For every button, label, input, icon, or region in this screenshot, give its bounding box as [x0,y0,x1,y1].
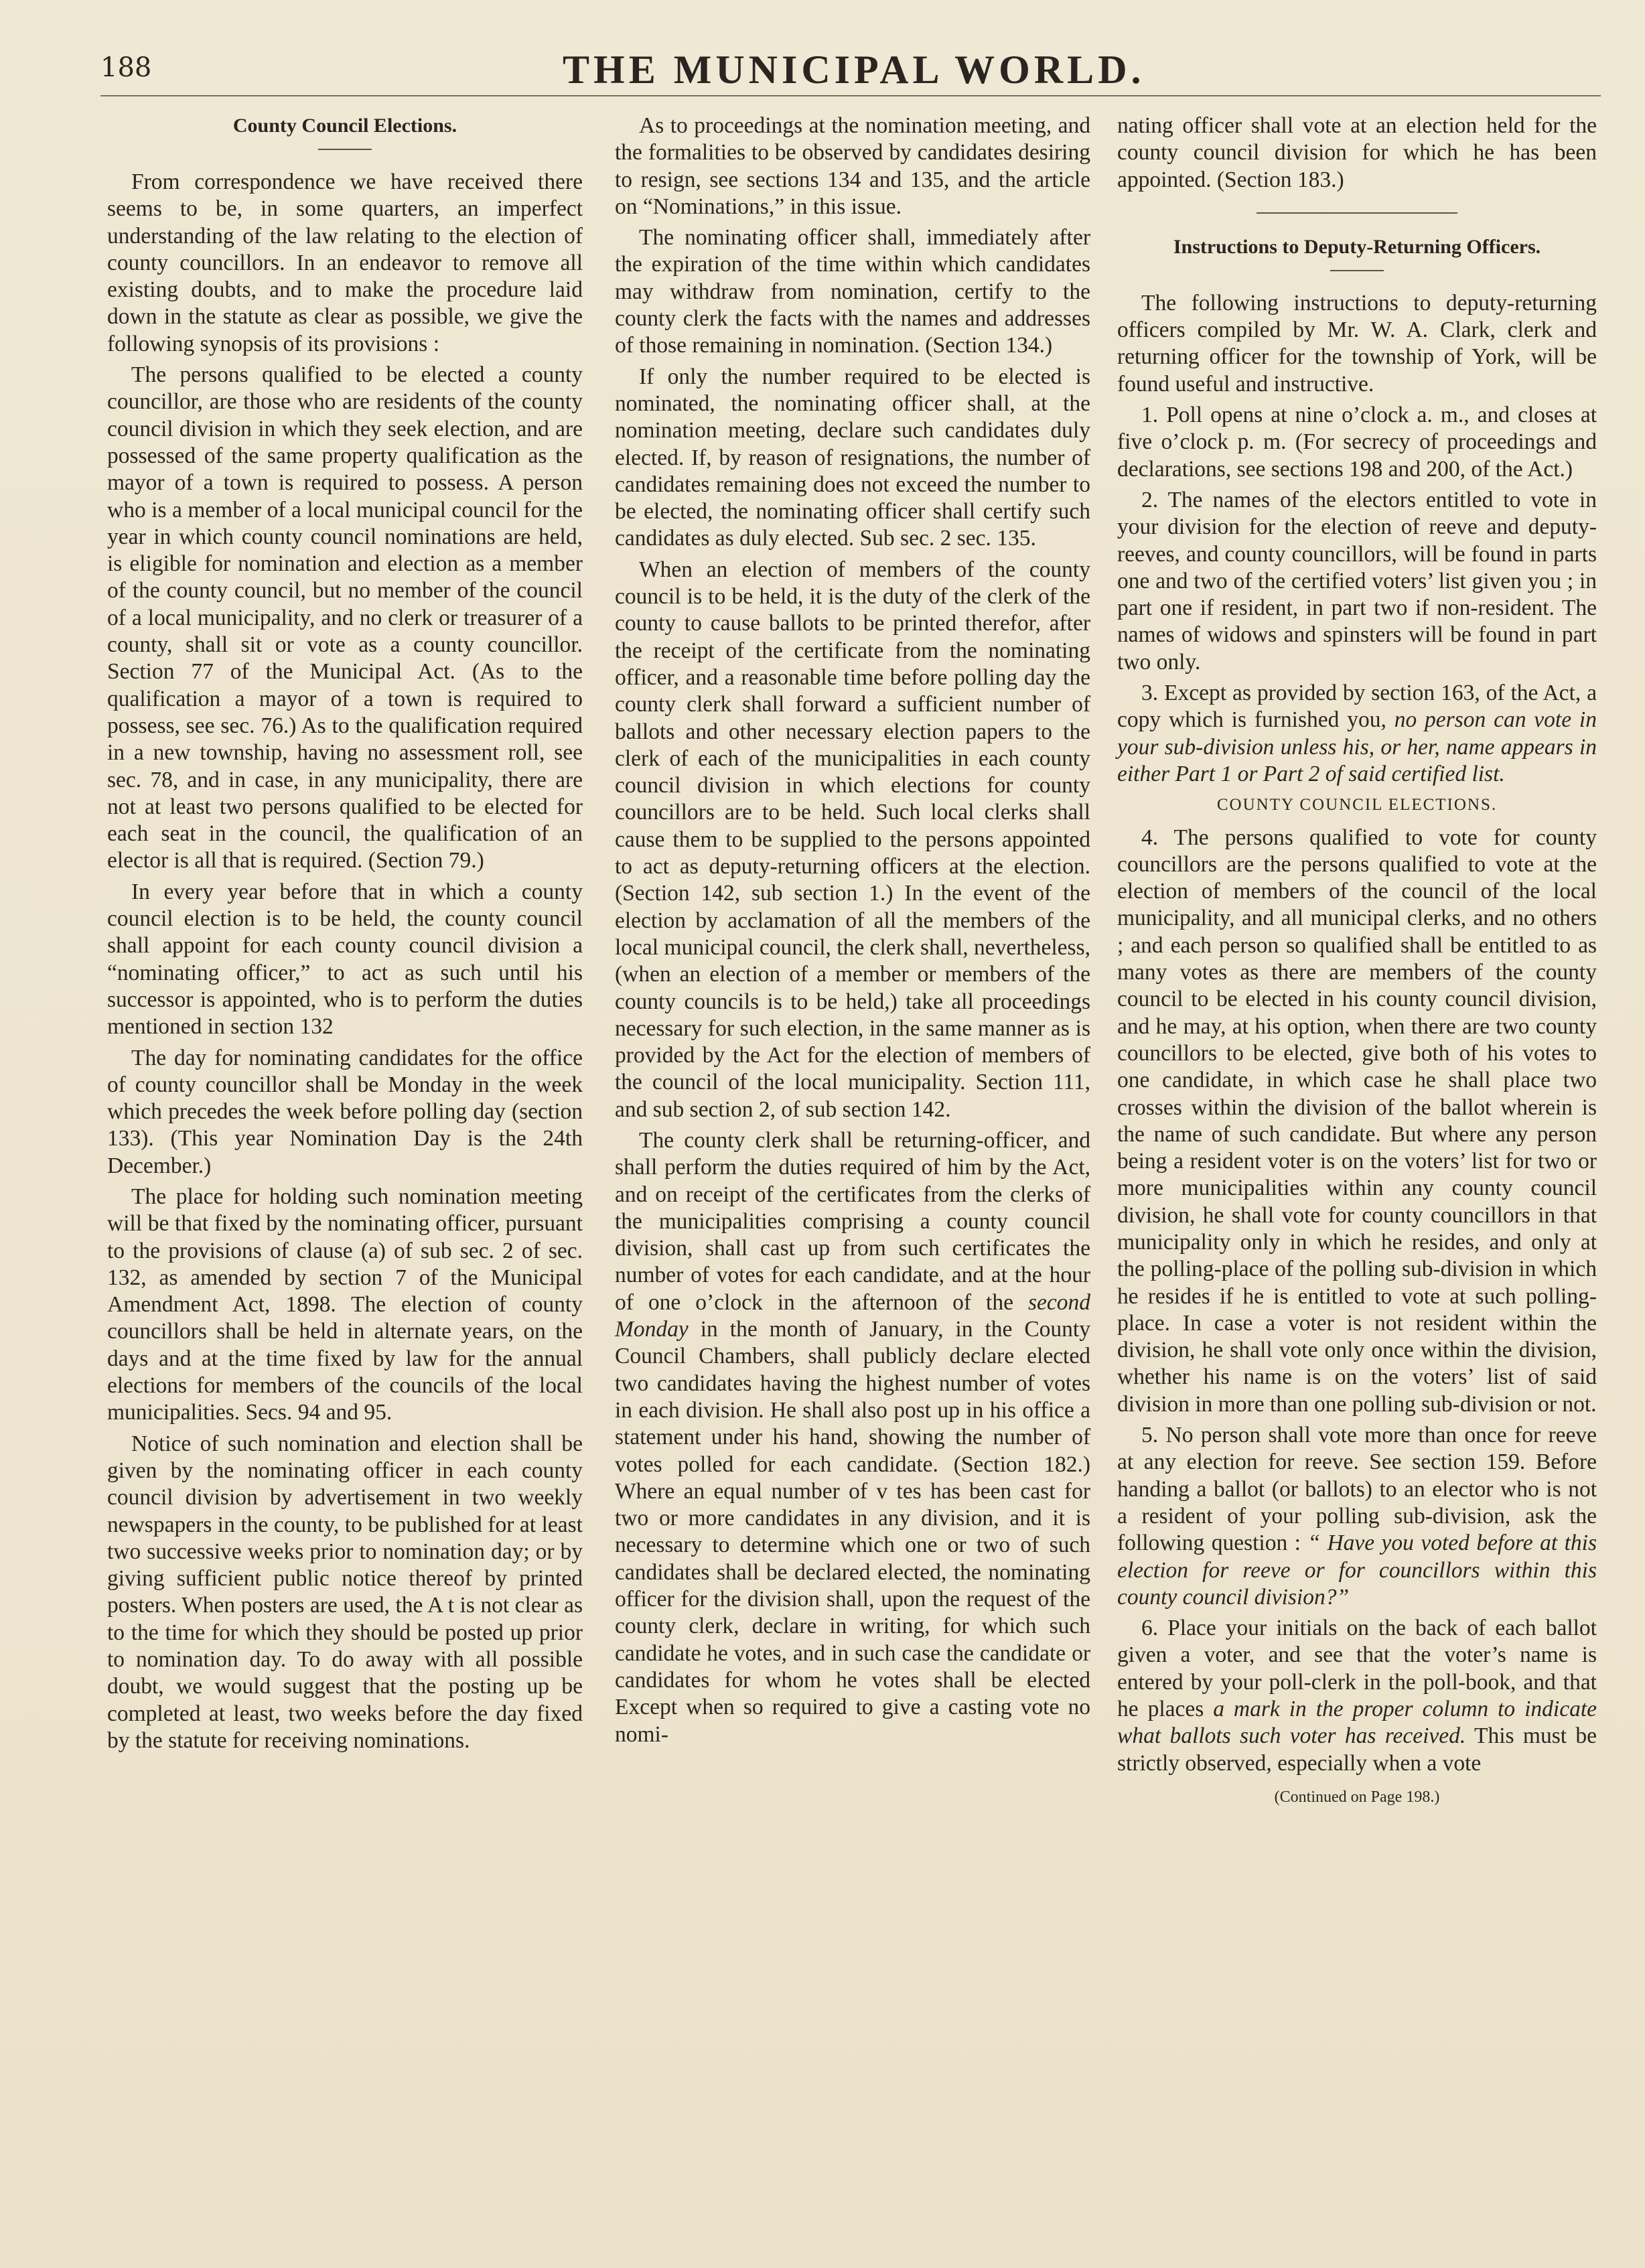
page-header [100,47,1601,94]
paragraph: From correspondence we have received there seems to be, in some quarters, an imperfect understanding of the law relating to the election of county councillors. In an endeavor to remove all existing doubts, and to make the procedure laid down in the statute as clear as possible, we give the following synopsis of its provisions : [107,169,583,356]
emphasis-text: a mark in the proper column to indicate what ballots such voter has received. [1117,1697,1597,1749]
subheading-county-council-elections: COUNTY COUNCIL ELECTIONS. [1216,796,1498,814]
paragraph-text: The county clerk shall be returning-officer, and shall perform the duties required of him by the Act, and on receipt of the certificates from the clerks of the municipalities comprising a county council division, shall cast up from such certificates the number of votes for each candidate, and at the hour of one o’clock in the afternoon of the [615,1127,1090,1315]
page-number: 188 [100,52,152,83]
paragraph-text: This must be strictly observed, especially when a vote [1117,1723,1597,1776]
continued-note: (Continued on Page 198.) [1274,1788,1440,1806]
emphasis-text: “ Have you voted before at this election for reeve or for councillors within this county council division?” [1117,1531,1597,1610]
paragraph: nating officer shall vote at an election held for the county council division for which he has been appointed. (Section 183.) [1117,113,1597,192]
article-title-county-council-elections: County Council Elections. [232,115,457,137]
paragraph: As to proceedings at the nomination meeting, and the formalities to be observed by candidates desiring to resign, see sections 134 and 135, and the article on “Nominations,” in this issue. [615,113,1090,219]
paragraph-text: 6. Place your initials on the back of each ballot given a voter, and see that the voter’s name is entered by your poll-clerk in the poll-book, and that he places [1117,1616,1597,1722]
paragraph [1117,1615,1597,1777]
column-2 [615,113,1090,1752]
paragraph: The day for nominating candidates for the office of county councillor shall be Monday in the week which precedes the week before polling day (section 133). (This year Nomination Day is the 24th December.) [107,1045,583,1178]
paragraph: The nominating officer shall, immediately after the expiration of the time within which candidates may withdraw from nomination, certify to the county clerk the facts with the names and addresses of those remaining in nomination. (Section 134.) [615,225,1090,358]
emphasis-text: second Monday [615,1289,1090,1342]
paragraph: When an election of members of the county council is to be held, it is the duty of the clerk of the county to cause ballots to be printed therefor, after the receipt of the certificate from the nominating officer, and a reasonable time before polling day the county clerk shall forward a sufficient number of ballots and other necessary election papers to the clerk of each of the municipalities in each county council division in which elections for county councillors are to be held. Such local clerks shall cause them to be supplied to the persons appointed to act as deputy-returning officers at the election. (Section 142, sub section 1.) In the event of the election by acclamation of all the members of the local municipal council, the clerk shall, nevertheless, (when an election of a member or members of the county councils is to be held,) take all proceedings necessary for such election, in the same manner as is provided by the Act for the election of members of the council of the local municipality. Section 111, and sub section 2, of sub section 142. [615,557,1090,1122]
article-title-instructions: Instructions to Deputy-Returning Officers. [1173,235,1541,258]
emphasis-text: no person can vote in your sub-division unless his, or her, name appears in either Part 1 or Part 2 of said certified list. [1117,707,1597,786]
paragraph: The persons qualified to be elected a county councillor, are those who are residents of the county council division in which they seek election, and are possessed of the same property qualification as the mayor of a town is required to possess. A person who is a member of a local municipal council for the year in which county council nominations are held, is eligible for nomination and election as a member of the county council, but no member of the council of a local municipality, and no clerk or treasurer of a county, shall sit or vote as a county councillor. Section 77 of the Municipal Act. (As to the qualification a mayor of a town is required to possess, see sec. 76.) As to the qualification required in a new township, having no assessment roll, see sec. 78, and in case, in any municipality, there are not at least two persons qualified to be elected for each seat in the council, the qualification of an elector is all that is required. (Section 79.) [107,362,583,873]
paragraph-text: 5. No person shall vote more than once for reeve at any election for reeve. See section 159. Before handing a ballot (or ballots) to an elector who is not a resident of your polling sub-division, ask the following question : [1117,1423,1597,1556]
paragraph: If only the number required to be elected is nominated, the nominating officer shall, at the nomination meeting, declare such candidates duly elected. If, by reason of resignations, the number of candidates remaining does not exceed the number to be elected, the nominating officer shall certify such candidates as duly elected. Sub sec. 2 sec. 135. [615,364,1090,551]
paragraph: In every year before that in which a county council election is to be held, the county council shall appoint for each county council division a “nominating officer,” to act as such until his successor is appointed, who is to perform the duties mentioned in section 132 [107,879,583,1040]
paragraph-text: in the month of January, in the County Council Chambers, shall publicly declare elected two candidates having the highest number of votes in each division. He shall also post up in his office a statement under his hand, showing the number of votes polled for each candidate. (Section 182.) Where an equal number of v tes has been cast for two or more candidates in any division, and it is necessary to determine which one or two of such candidates shall be declared elected, the nominating officer for the division shall, upon the request of the county clerk, declare in writing, for which such candidate he votes, and in such case the candidate or candidates for whom he votes shall be elected Except when so required to give a casting vote no nomi- [615,1317,1090,1747]
paragraph [1117,1422,1597,1611]
paragraph: The place for holding such nomination meeting will be that fixed by the nominating officer, pursuant to the provisions of clause (a) of sub sec. 2 of sec. 132, as amended by section 7 of the Municipal Amendment Act, 1898. The election of county councillors shall be held in alternate years, on the days and at the time fixed by law for the annual elections for members of the councils of the local municipalities. Secs. 94 and 95. [107,1184,583,1425]
header-rule [100,95,1601,96]
paragraph-text: 3. Except as provided by section 163, of the Act, a copy which is furnished you, [1117,681,1597,733]
masthead: THE MUNICIPAL WORLD. [563,48,1145,92]
paragraph: Notice of such nomination and election shall be given by the nominating officer in each county council division by advertisement in two weekly newspapers in the county, to be published for at least two successive weeks prior to nomination day; or by giving sufficient public notice thereof by printed posters. When posters are used, the A t is not clear as to the time for which they should be posted up prior to nomination day. To do away with all possible doubt, we would suggest that the posting up be completed at least, two weeks before the day fixed by the statute for receiving nominations. [107,1431,583,1753]
column-1 [107,113,583,1758]
title-divider [318,149,372,150]
title-divider [1330,270,1384,271]
paragraph [615,1127,1090,1748]
paragraph: 4. The persons qualified to vote for county councillors are the persons qualified to vote at the election of members of the council of the local municipality, and all municipal clerks, and no others ; and each person so qualified shall be entitled to as many votes as there are members of the county council to be elected in his county council division, and he may, at his option, when there are two county councillors to be elected, give both of his votes to one candidate, in which case he shall place two crosses within the division of the ballot wherein is the name of such candidate. But where any person being a resident voter is on the voters’ list for two or more municipalities within any county council division, he shall vote for county councillors in that municipality only in which he resides, and only at the polling-place of the polling sub-division in which he resides if he is entitled to vote at such polling-place. In case a voter is not resident within the division, he shall vote only once within the division, whether his name is on the voters’ list of said division in more than one polling sub-division or not. [1117,825,1597,1417]
paragraph: 1. Poll opens at nine o’clock a. m., and closes at five o’clock p. m. (For secrecy of proceedings and declarations, see sections 198 and 200, of the Act.) [1117,403,1597,482]
paragraph [1117,680,1597,788]
column-3 [1117,113,1597,1811]
paragraph: 2. The names of the electors entitled to vote in your division for the election of reeve and deputy-reeves, and county councillors, will be found in parts one and two of the certified voters’ list given you ; in part one if resident, in part two if non-resident. The names of widows and spinsters will be found in part two only. [1117,487,1597,675]
section-divider [1257,212,1457,214]
paragraph: The following instructions to deputy-returning officers compiled by Mr. W. A. Clark, clerk and returning officer for the township of York, will be found useful and instructive. [1117,290,1597,397]
